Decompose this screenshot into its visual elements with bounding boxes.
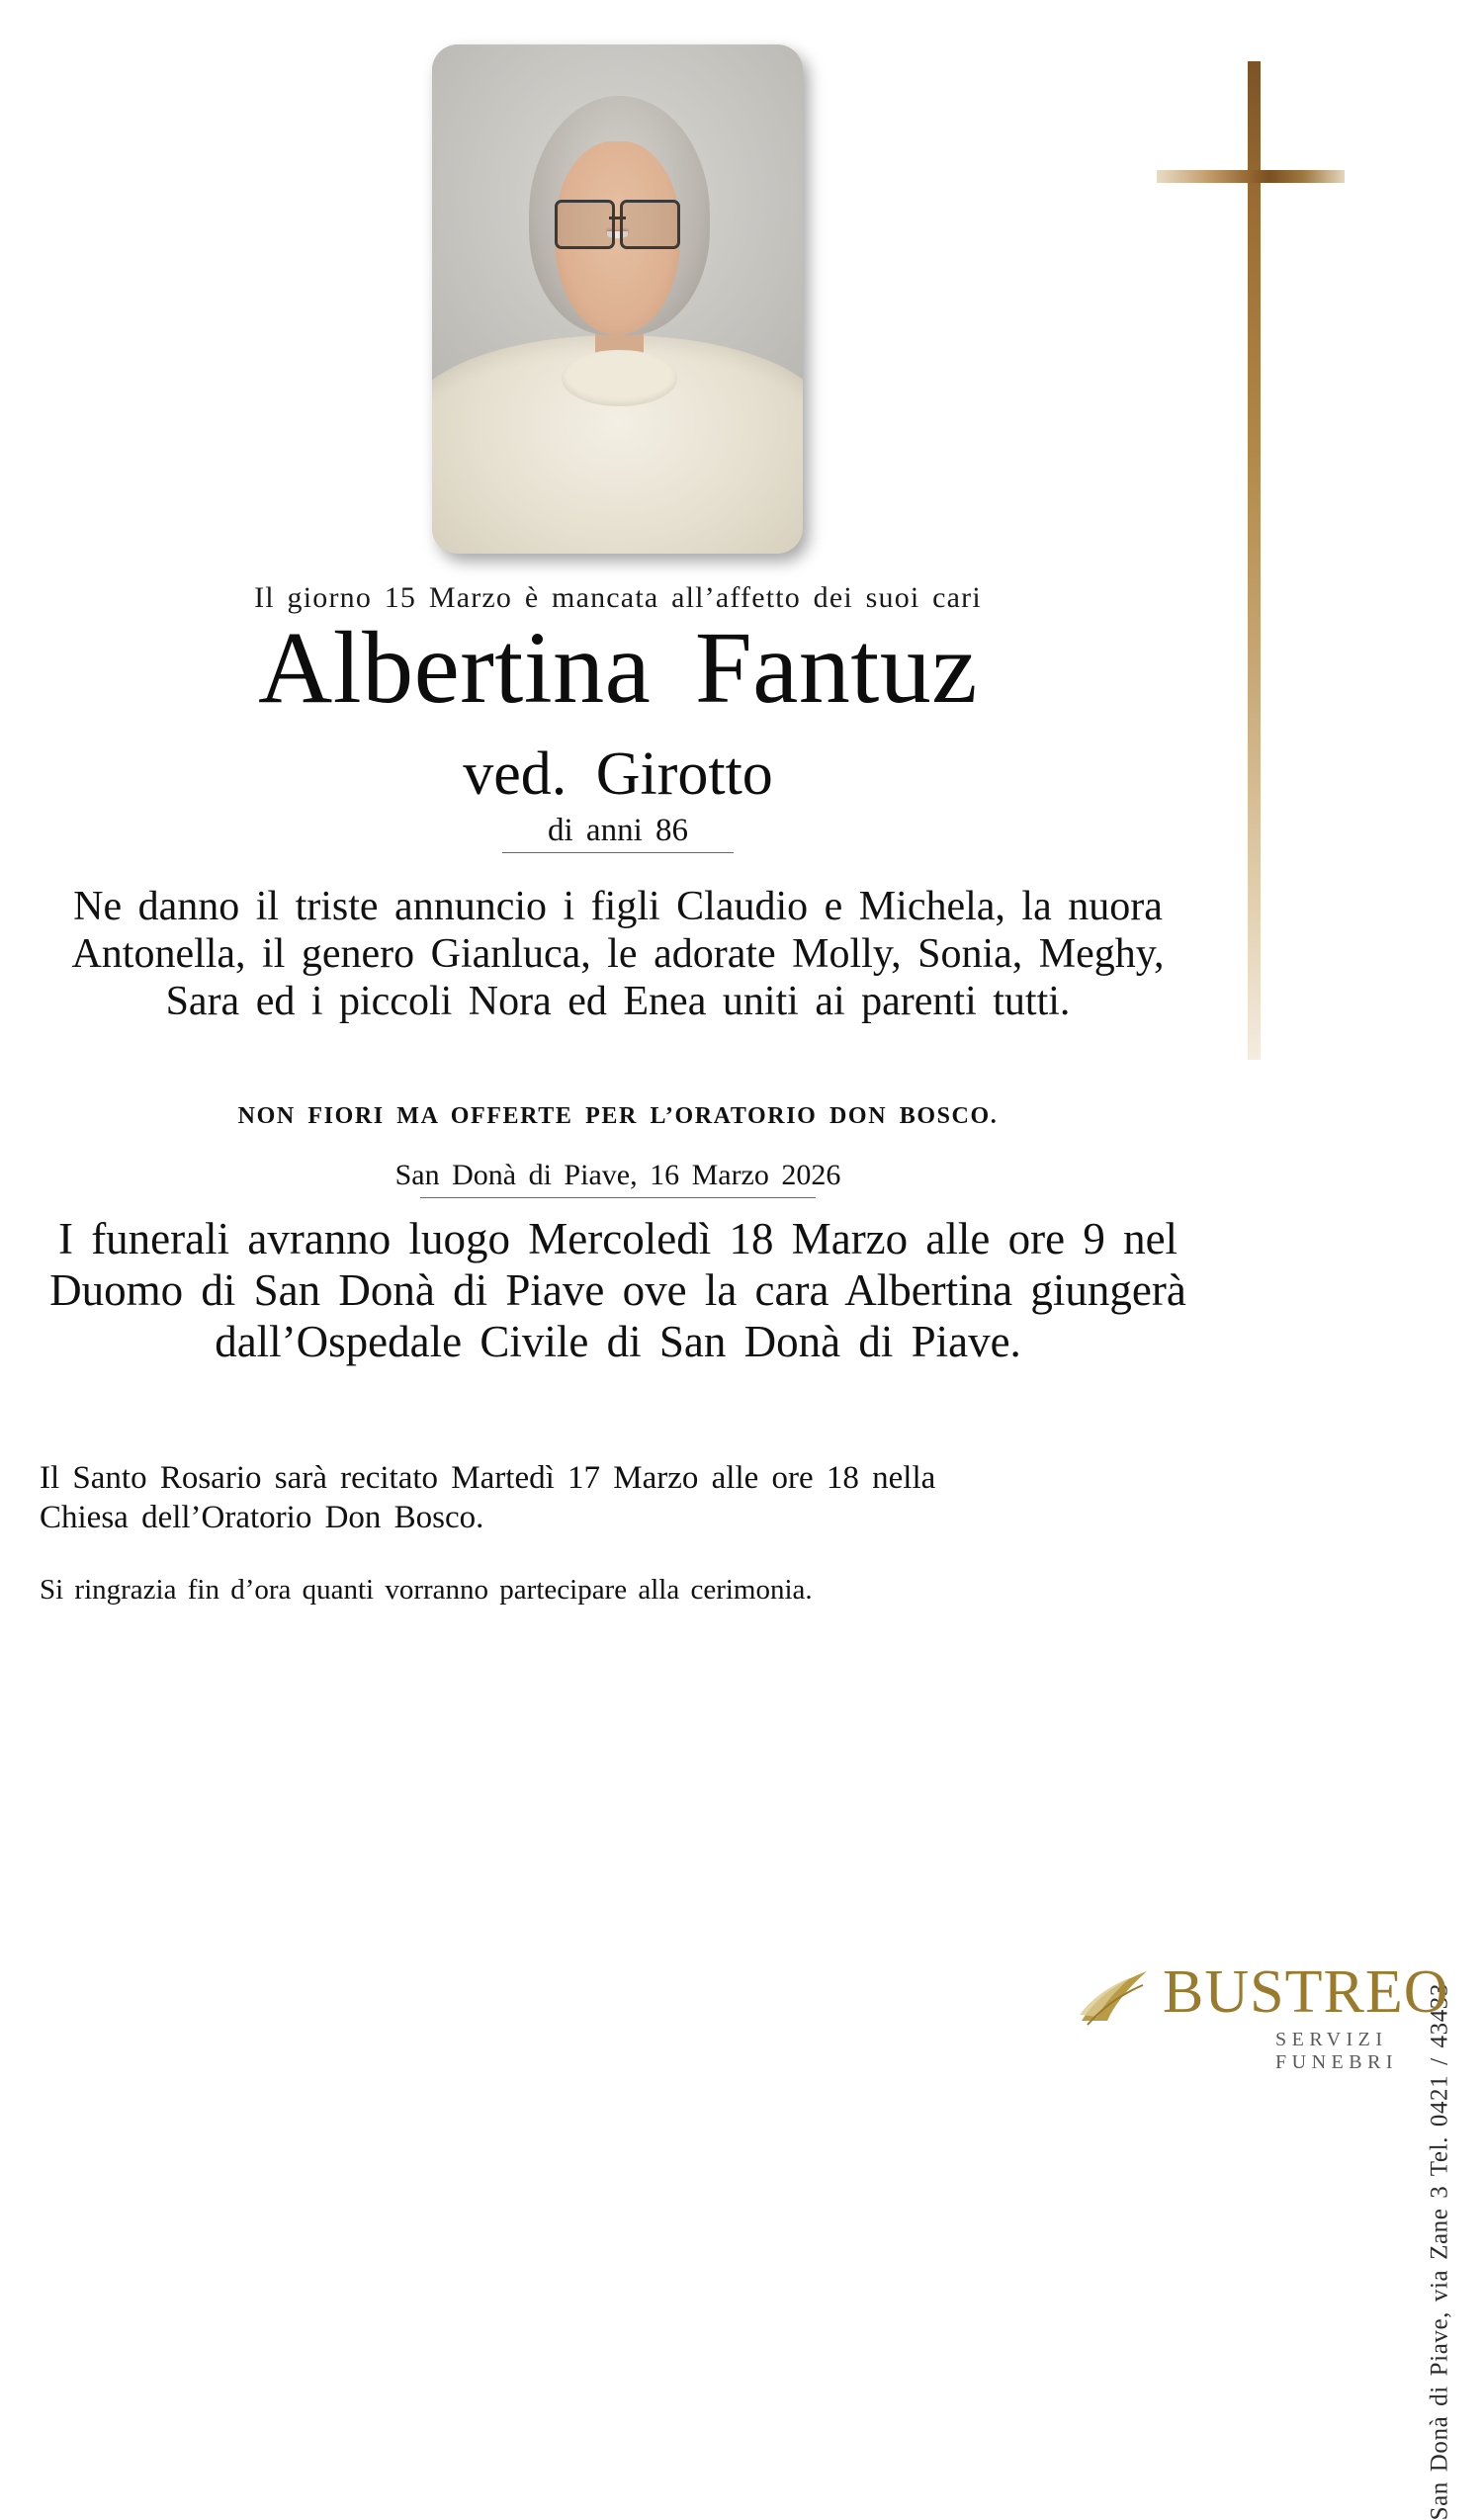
agency-address: San Donà di Piave, via Zane 3 Tel. 0421 / 43433 [1426, 1983, 1452, 2520]
age-divider [502, 852, 734, 853]
deceased-name: Albertina Fantuz [258, 611, 978, 725]
portrait-frame [432, 44, 803, 554]
glasses-right-lens [620, 200, 680, 249]
cross-icon [1157, 61, 1345, 1060]
cross-vertical-beam [1248, 61, 1261, 1060]
logo-wordmark: BUSTREO [1163, 1958, 1449, 2026]
widow-line: ved. Girotto [463, 740, 773, 808]
thanks-note: Si ringrazia fin d’ora quanti vorranno partecipare alla cerimonia. [40, 1574, 813, 1606]
glasses-left-lens [555, 200, 615, 249]
intro-line: Il giorno 15 Marzo è mancata all’affetto dei suoi cari [254, 581, 982, 614]
portrait-photo [432, 44, 803, 554]
photo-collar [562, 350, 676, 406]
flowers-note: NON FIORI MA OFFERTE PER L’ORATORIO DON BOSCO. [237, 1103, 999, 1129]
funeral-details: I funerali avranno luogo Mercoledì 18 Marzo alle ore 9 nel Duomo di San Donà di Piave ove la cara Albertina giungerà dall’Ospedale Civile di San Donà di Piave. [49, 1214, 1186, 1366]
cross-horizontal-beam [1157, 170, 1345, 183]
place-date-divider [420, 1197, 816, 1198]
glasses-bridge [609, 217, 627, 219]
announcement-text: Ne danno il triste annuncio i figli Claudio e Michela, la nuora Antonella, il genero Gianluca, le adorate Molly, Sonia, Meghy, Sara ed i piccoli Nora ed Enea uniti ai parenti tutti. [71, 884, 1165, 1024]
funeral-home-logo [1078, 1957, 1463, 2076]
place-date: San Donà di Piave, 16 Marzo 2026 [394, 1159, 841, 1191]
glasses-icon [555, 200, 681, 243]
rosary-details: Il Santo Rosario sarà recitato Martedì 17 Marzo alle ore 18 nella Chiesa dell’Oratorio Don Bosco. [40, 1460, 936, 1535]
wing-icon [1078, 1965, 1159, 2027]
logo-subtitle: SERVIZI FUNEBRI [1275, 2029, 1399, 2073]
age-line: di anni 86 [548, 813, 688, 848]
